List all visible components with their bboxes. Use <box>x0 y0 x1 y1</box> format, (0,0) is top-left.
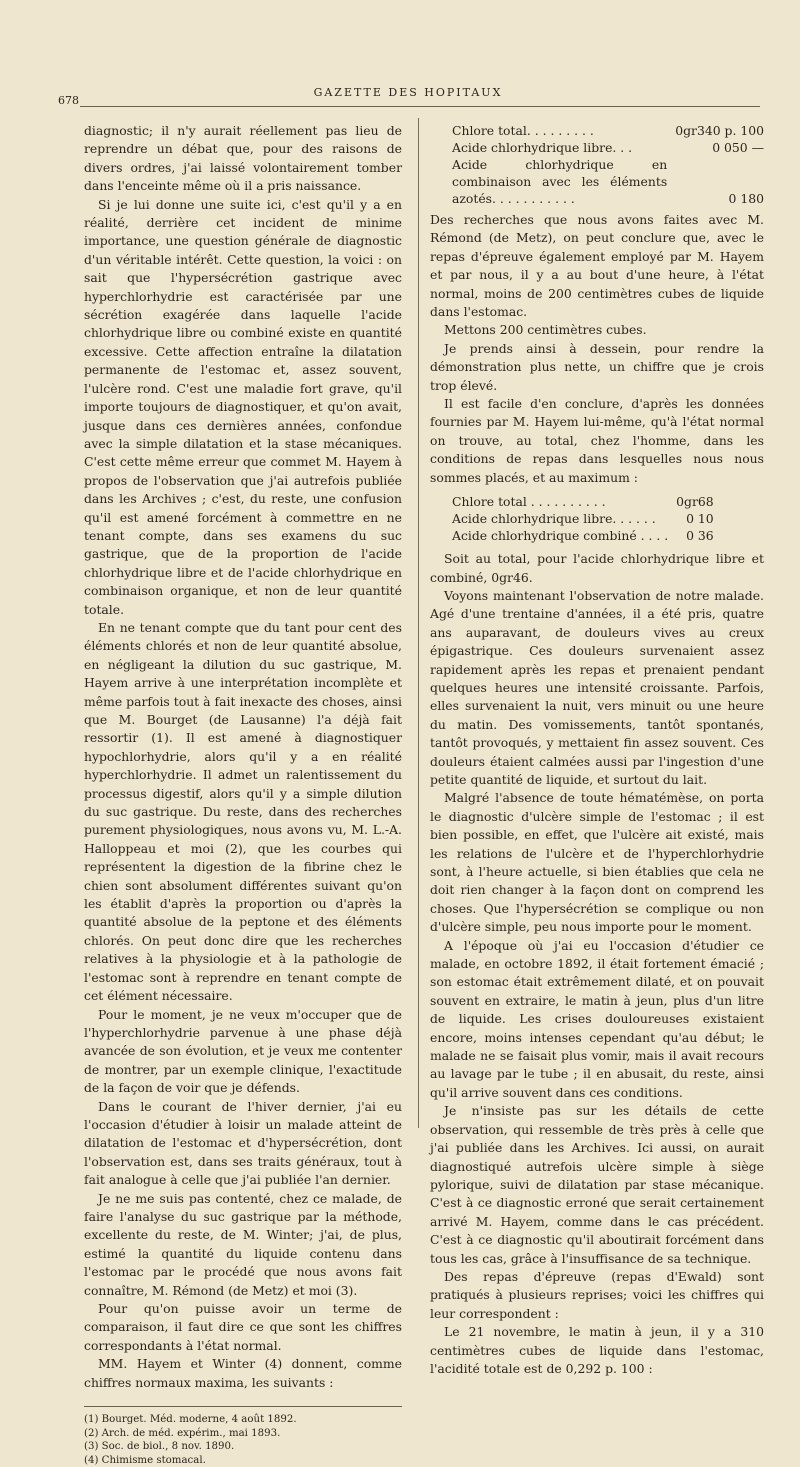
paragraph: Voyons maintenant l'observation de notre malade. Agé d'une trentaine d'années, il a été pris, quatre ans auparavant, de douleurs vives au creux épigastrique. Ces douleurs survenaient assez rapidement après les repas et prenaient pendant quelques heures une intensité croissante. Parfois, elles survenaient la nuit, vers minuit ou une heure du matin. Des vomissements, tantôt spontanés, tantôt provoqués, y mettaient fin assez souvent. Ces douleurs étaient calmées aussi par l'ingestion d'une petite quantité de liquide, et surtout du lait. <box>430 587 764 787</box>
table-row <box>430 139 764 156</box>
table-cell-label: Acide chlorhydrique combiné . . . . <box>452 528 669 544</box>
paragraph: Des repas d'épreuve (repas d'Ewald) sont pratiqués à plusieurs reprises; voici les chiffres qui leur correspondent : <box>430 1268 764 1321</box>
paragraph: Le 21 novembre, le matin à jeun, il y a 310 centimètres cubes de liquide dans l'estomac, l'acidité totale est de 0,292 p. 100 : <box>430 1324 764 1376</box>
footnote: (3) Soc. de biol., 8 nov. 1890. <box>84 1441 235 1453</box>
table-cell-label: Chlore total . . . . . . . . . . <box>452 494 606 510</box>
footnote: (1) Bourget. Méd. moderne, 4 août 1892. <box>84 1414 297 1426</box>
table-row <box>430 156 764 207</box>
paragraph: A l'époque où j'ai eu l'occasion d'étudier ce malade, en octobre 1892, il était fortement émacié ; son estomac était extrêmement dilaté, et on pouvait souvent en extraire, le matin à jeun, plus d'un litre de liquide. Les crises douloureuses existaient encore, moins intenses cependant qu'au début; le malade ne se faisait plus vomir, mais il avait recours au lavage par le tube ; il en abusait, du reste, ainsi qu'il arrive souvent dans ces conditions. <box>430 937 764 1100</box>
page-header <box>58 86 758 107</box>
paragraph: Malgré l'absence de toute hématémèse, on porta le diagnostic d'ulcère simple de l'estomac ; il est bien possible, en effet, que l'ulcère ait existé, mais les relations de l'ulcère et de l'hyperchlorhydrie sont, à l'heure actuelle, si bien établies que cela ne doit rien changer à la façon dont on comprend les choses. Que l'hypersécrétion se complique ou non d'ulcère simple, peu nous importe pour le moment. <box>430 790 764 935</box>
footnotes <box>84 1413 402 1467</box>
paragraph: Des recherches que nous avons faites avec M. Rémond (de Metz), on peut conclure que, avec le repas d'épreuve également employé par M. Hayem et par nous, il y a au bout d'une heure, à l'état normal, moins de 200 centimètres cubes de liquide dans l'estomac. <box>430 212 764 320</box>
paragraph: Pour qu'on puisse avoir un terme de comparaison, il faut dire ce que sont les chiffres correspondants à l'état normal. <box>84 1301 402 1353</box>
normal-values-table <box>430 122 764 207</box>
table-row <box>430 510 714 527</box>
column-divider <box>418 118 419 1128</box>
paragraph: Mettons 200 centimètres cubes. <box>444 322 647 338</box>
table-row <box>430 493 714 510</box>
table-cell-label: Acide chlorhydrique libre. . . . . . <box>452 511 656 527</box>
footnote: (4) Chimisme stomacal. <box>84 1454 206 1466</box>
paragraph: MM. Hayem et Winter (4) donnent, comme chiffres normaux maxima, les suivants : <box>84 1356 402 1390</box>
table-cell-value: 0 180 <box>728 191 764 206</box>
left-column <box>84 122 402 1467</box>
paragraph: Soit au total, pour l'acide chlorhydrique libre et combiné, 0gr46. <box>430 551 764 585</box>
footnote-rule <box>84 1406 402 1407</box>
header-rule <box>80 106 760 107</box>
paragraph: Pour le moment, je ne veux m'occuper que de l'hyperchlorhydrie parvenue à une phase déjà avancée de son évolution, et je veux me contenter de montrer, par un exemple clinique, l'exactitude de la façon de voir que je défends. <box>84 1006 402 1096</box>
table-cell-value: 0gr340 p. 100 <box>675 123 764 138</box>
table-cell-label: Acide chlorhydrique libre. . . <box>452 140 633 155</box>
right-column <box>430 122 764 1378</box>
table-cell-value: 0gr68 <box>676 494 714 510</box>
table-cell-value: 0 10 <box>686 511 714 527</box>
paragraph: Il est facile d'en conclure, d'après les données fournies par M. Hayem lui-même, qu'à l'état normal on trouve, au total, chez l'homme, dans les conditions de repas dans lesquelles nous nous sommes placés, et au maximum : <box>430 396 764 485</box>
paragraph: Si je lui donne une suite ici, c'est qu'il y a en réalité, derrière cet incident de minime importance, une question générale de diagnostic d'un véritable intérêt. Cette question, la voici : on sait que l'hypersécrétion gastrique avec hyperchlorhydrie est caractérisée par une sécrétion exagérée dans laquelle l'acide chlorhydrique libre ou combiné existe en quantité excessive. Cette affection entraîne la dilatation permanente de l'estomac et, assez souvent, l'ulcère rond. C'est une maladie fort grave, qu'il importe toujours de diagnostiquer, et qu'on avait, jusque dans ces dernières années, confondue avec la simple dilatation et la stase mécaniques. C'est cette même erreur que commet M. Hayem à propos de l'observation que j'ai autrefois publiée dans les Archives ; c'est, du reste, une confusion qu'il est amené forcément à commettre en ne tenant compte, dans ses examens du suc gastrique, que de la proportion de l'acide chlorhydrique libre et de l'acide chlorhydrique en combinaison organique, et non de leur quantité totale. <box>84 196 402 617</box>
total-values-table <box>430 493 714 544</box>
page-number: 678 <box>58 94 79 107</box>
paragraph: Je n'insiste pas sur les détails de cette observation, qui ressemble de très près à celle que j'ai publiée dans les Archives. Ici aussi, on aurait diagnostiqué autrefois ulcère simple à siège pylorique, suivi de dilatation par stase mécanique. C'est à ce diagnostic erroné que serait certainement arrivé M. Hayem, comme dans le cas précédent. C'est à ce diagnostic qu'il aboutirait forcément dans tous les cas, grâce à l'insuffisance de sa technique. <box>430 1103 764 1266</box>
paragraph: En ne tenant compte que du tant pour cent des éléments chlorés et non de leur quantité absolue, en négligeant la dilution du suc gastrique, M. Hayem arrive à une interprétation incomplète et même parfois tout à fait inexacte des choses, ainsi que M. Bourget (de Lausanne) l'a déjà fait ressortir (1). Il est amené à diagnostiquer hypochlorhydrie, alors qu'il y a en réalité hyperchlorhydrie. Il admet un ralentissement du processus digestif, alors qu'il y a simple dilution du suc gastrique. Du reste, dans des recherches purement physiologiques, nous avons vu, M. L.-A. Halloppeau et moi (2), que les courbes qui représentent la digestion de la fibrine chez le chien sont absolument différentes suivant qu'on les établit d'après la proportion ou d'après la quantité absolue de la peptone et des éléments chlorés. On peut donc dire que les recherches relatives à la physiologie et à la pathologie de l'estomac sont à reprendre en tenant compte de cet élément nécessaire. <box>84 619 402 1004</box>
footnote: (2) Arch. de méd. expérim., mai 1893. <box>84 1427 281 1439</box>
table-cell-value: 0 050 — <box>712 140 764 155</box>
paragraph: diagnostic; il n'y aurait réellement pas lieu de reprendre un débat que, pour des raisons de divers ordres, j'ai laissé volontairement tomber dans l'enceinte même où il a pris naissance. <box>84 123 402 194</box>
table-cell-value: 0 36 <box>686 528 714 544</box>
table-cell-label: Acide chlorhydrique en combinaison avec les éléments azotés. . . . . . . . . . . <box>452 157 668 206</box>
table-row <box>430 527 714 544</box>
table-cell-label: Chlore total. . . . . . . . . <box>452 123 594 138</box>
journal-title: GAZETTE DES HOPITAUX <box>313 86 503 99</box>
table-row <box>430 122 764 139</box>
paragraph: Je ne me suis pas contenté, chez ce malade, de faire l'analyse du suc gastrique par la méthode, excellente du reste, de M. Winter; j'ai, de plus, estimé la quantité du liquide contenu dans l'estomac par le procédé que nous avons fait connaître, M. Rémond (de Metz) et moi (3). <box>84 1190 402 1298</box>
paragraph: Dans le courant de l'hiver dernier, j'ai eu l'occasion d'étudier à loisir un malade atteint de dilatation de l'estomac et d'hypersécrétion, dont l'observation est, dans ses traits généraux, tout à fait analogue à celle que j'ai publiée l'an dernier. <box>84 1098 402 1188</box>
paragraph: Je prends ainsi à dessein, pour rendre la démonstration plus nette, un chiffre que je crois trop élevé. <box>430 340 764 393</box>
